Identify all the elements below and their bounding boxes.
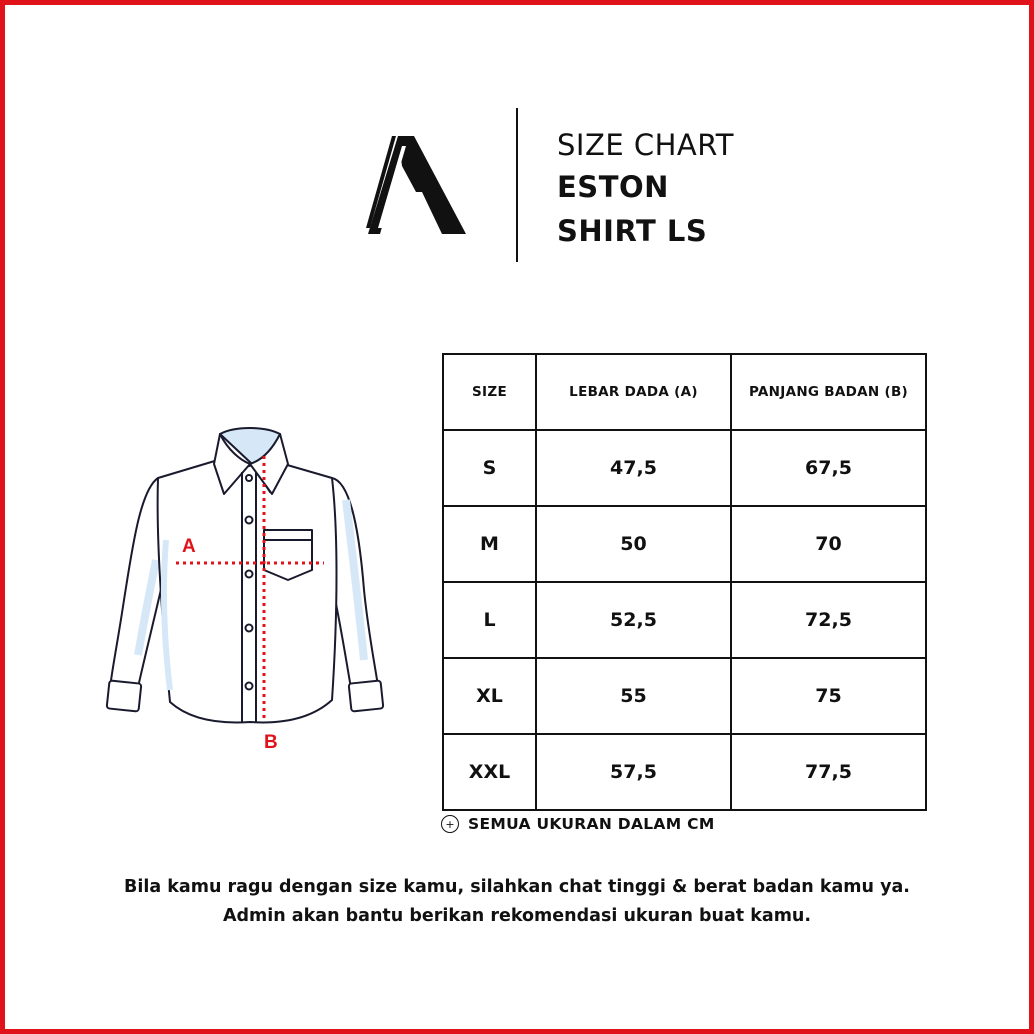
size-cell: M [443,506,536,582]
size-cell: XXL [443,734,536,810]
measure-label-b: B [264,732,278,753]
header-chest-width: LEBAR DADA (A) [536,354,731,430]
table-row [443,582,926,658]
footer-line-1: Bila kamu ragu dengan size kamu, silahkan chat tinggi & berat badan kamu ya. [124,877,910,897]
table-row [443,430,926,506]
length-cell: 70 [731,506,926,582]
chest-cell: 55 [536,658,731,734]
size-cell: L [443,582,536,658]
table-header-row [443,354,926,430]
footer-message [0,873,1034,931]
header-body-length: PANJANG BADAN (B) [731,354,926,430]
chest-cell: 57,5 [536,734,731,810]
shirt-diagram [100,420,410,760]
units-note [441,815,715,833]
units-note-text: SEMUA UKURAN DALAM CM [468,815,715,833]
size-cell: XL [443,658,536,734]
shirt-illustration [107,428,384,722]
length-cell: 75 [731,658,926,734]
chest-cell: 47,5 [536,430,731,506]
chest-cell: 52,5 [536,582,731,658]
length-cell: 77,5 [731,734,926,810]
header-size: SIZE [443,354,536,430]
size-table [442,353,927,811]
header-divider [516,108,518,262]
product-name-line1: ESTON [557,170,669,204]
table-row [443,658,926,734]
brand-logo [362,128,472,238]
chest-cell: 50 [536,506,731,582]
footer-line-2: Admin akan bantu berikan rekomendasi ukuran buat kamu. [222,906,812,926]
length-cell: 67,5 [731,430,926,506]
measure-label-a: A [182,536,196,557]
table-row [443,734,926,810]
product-name-line2: SHIRT LS [557,214,708,248]
size-chart-title: SIZE CHART [557,128,735,162]
length-cell: 72,5 [731,582,926,658]
size-cell: S [443,430,536,506]
plus-circle-icon: + [441,815,459,833]
table-row [443,506,926,582]
